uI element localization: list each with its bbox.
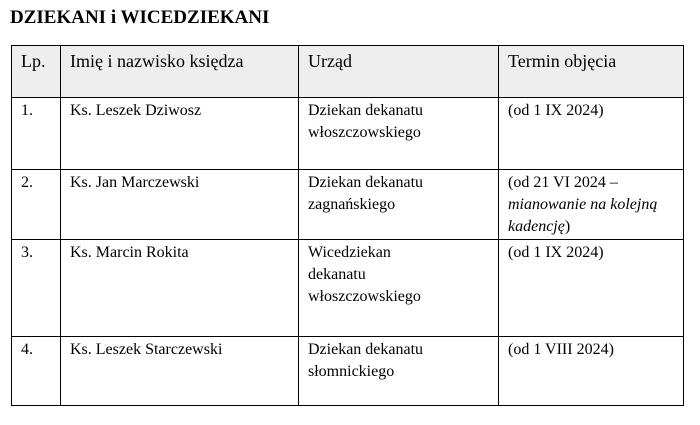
table-row bbox=[12, 337, 684, 406]
term-text: (od 21 VI 2024 – bbox=[508, 174, 618, 191]
cell-lp: 3. bbox=[12, 240, 61, 337]
cell-name: Ks. Leszek Starczewski bbox=[61, 337, 299, 406]
cell-office bbox=[299, 170, 499, 240]
table-row bbox=[12, 240, 684, 337]
office-line: Dziekan dekanatu bbox=[308, 341, 424, 358]
table-row bbox=[12, 170, 684, 240]
header-name: Imię i nazwisko księdza bbox=[61, 46, 299, 98]
cell-lp: 4. bbox=[12, 337, 61, 406]
term-close: ) bbox=[564, 218, 571, 235]
cell-term: (od 1 IX 2024) bbox=[499, 98, 684, 170]
header-lp: Lp. bbox=[12, 46, 61, 98]
cell-office bbox=[299, 98, 499, 170]
header-office: Urząd bbox=[299, 46, 499, 98]
office-line: słomnickiego bbox=[308, 363, 395, 380]
office-line: włoszczowskiego bbox=[308, 124, 421, 141]
table-header-row bbox=[12, 46, 684, 98]
term-note: mianowanie na kolejną kadencję bbox=[508, 196, 658, 235]
cell-office bbox=[299, 240, 499, 337]
cell-name: Ks. Jan Marczewski bbox=[61, 170, 299, 240]
office-line: Dziekan dekanatu bbox=[308, 174, 424, 191]
office-line: Wicedziekan bbox=[308, 244, 391, 261]
cell-lp: 2. bbox=[12, 170, 61, 240]
table-row bbox=[12, 98, 684, 170]
cell-term: (od 1 IX 2024) bbox=[499, 240, 684, 337]
office-line: Dziekan dekanatu bbox=[308, 102, 424, 119]
cell-name: Ks. Marcin Rokita bbox=[61, 240, 299, 337]
office-line: zagnańskiego bbox=[308, 196, 396, 213]
cell-term: (od 1 VIII 2024) bbox=[499, 337, 684, 406]
cell-lp: 1. bbox=[12, 98, 61, 170]
header-term: Termin objęcia bbox=[499, 46, 684, 98]
cell-office bbox=[299, 337, 499, 406]
cell-term bbox=[499, 170, 684, 240]
page-title: DZIEKANI i WICEDZIEKANI bbox=[10, 7, 270, 28]
office-line: dekanatu bbox=[308, 266, 366, 283]
cell-name: Ks. Leszek Dziwosz bbox=[61, 98, 299, 170]
office-line: włoszczowskiego bbox=[308, 288, 421, 305]
officials-table bbox=[11, 45, 684, 406]
